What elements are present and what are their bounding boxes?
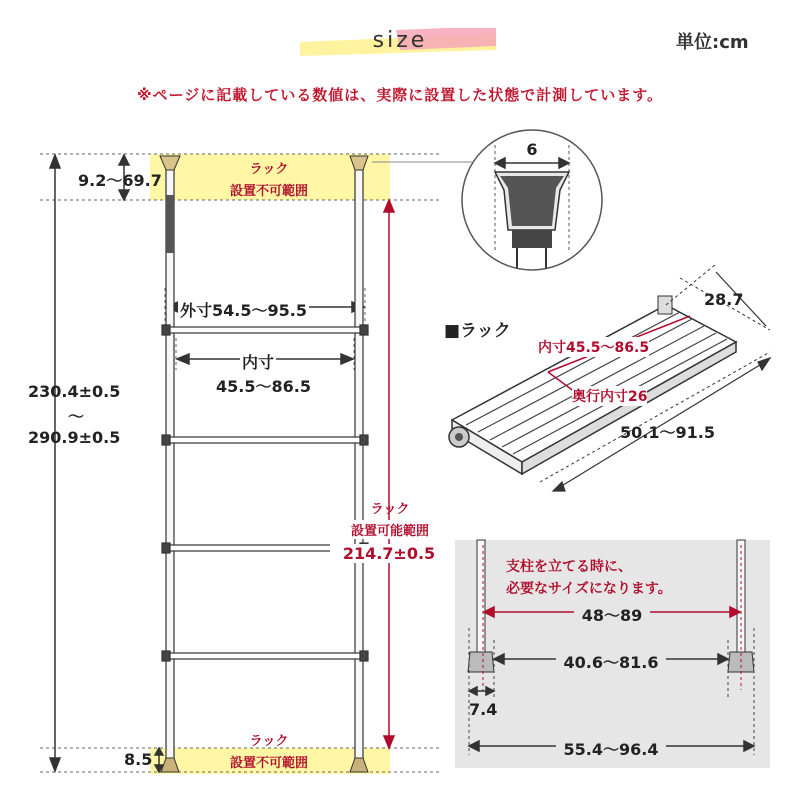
- panel-foot-width: 7.4: [469, 700, 498, 719]
- installable-dimension: 214.7±0.5: [330, 544, 448, 563]
- rack-inner-depth: 奥行内寸26: [572, 386, 647, 406]
- total-height-min: 230.4±0.5: [28, 382, 121, 401]
- total-height-max: 290.9±0.5: [28, 428, 121, 447]
- inner-width-dimension: 45.5〜86.5: [216, 377, 311, 396]
- bottom-height-dimension: 8.5: [124, 750, 153, 769]
- inner-width-label: 内寸: [240, 350, 276, 373]
- bottom-zone-label-1: ラック: [249, 734, 289, 749]
- tension-pole-right: [350, 156, 368, 772]
- installable-label-2: 設置可能範囲: [335, 520, 445, 539]
- measurement-note: ※ページに記載している数値は、実際に設置した状態で計測しています。: [136, 86, 664, 104]
- installable-label-1: ラック: [370, 502, 410, 517]
- outer-width-dimension: 外寸54.5〜95.5: [178, 298, 309, 321]
- panel-red-span: 48〜89: [574, 603, 650, 626]
- bottom-zone-label-2: 設置不可範囲: [229, 756, 308, 771]
- rack-depth-dimension: 28.7: [704, 290, 744, 309]
- rack-inner-width: 内寸45.5〜86.5: [538, 337, 649, 357]
- total-height-tilde: 〜: [67, 407, 84, 426]
- top-adjust-dimension: 9.2〜69.7: [78, 171, 162, 190]
- panel-note-line2: 必要なサイズになります。: [506, 581, 672, 597]
- unit-label: 単位:cm: [676, 32, 749, 53]
- panel-outer-span: 55.4〜96.4: [556, 737, 666, 760]
- panel-inner-span: 40.6〜81.6: [556, 650, 666, 673]
- cap-width-dimension: 6: [526, 140, 538, 159]
- top-zone-label-2: 設置不可範囲: [229, 184, 308, 199]
- tension-pole-left: [160, 156, 180, 772]
- top-zone-label-1: ラック: [249, 162, 289, 177]
- rack-heading: ■ラック: [444, 321, 511, 341]
- page-title: size: [372, 28, 428, 53]
- rack-length-dimension: 50.1〜91.5: [620, 423, 715, 442]
- panel-note-line1: 支柱を立てる時に、: [506, 559, 632, 575]
